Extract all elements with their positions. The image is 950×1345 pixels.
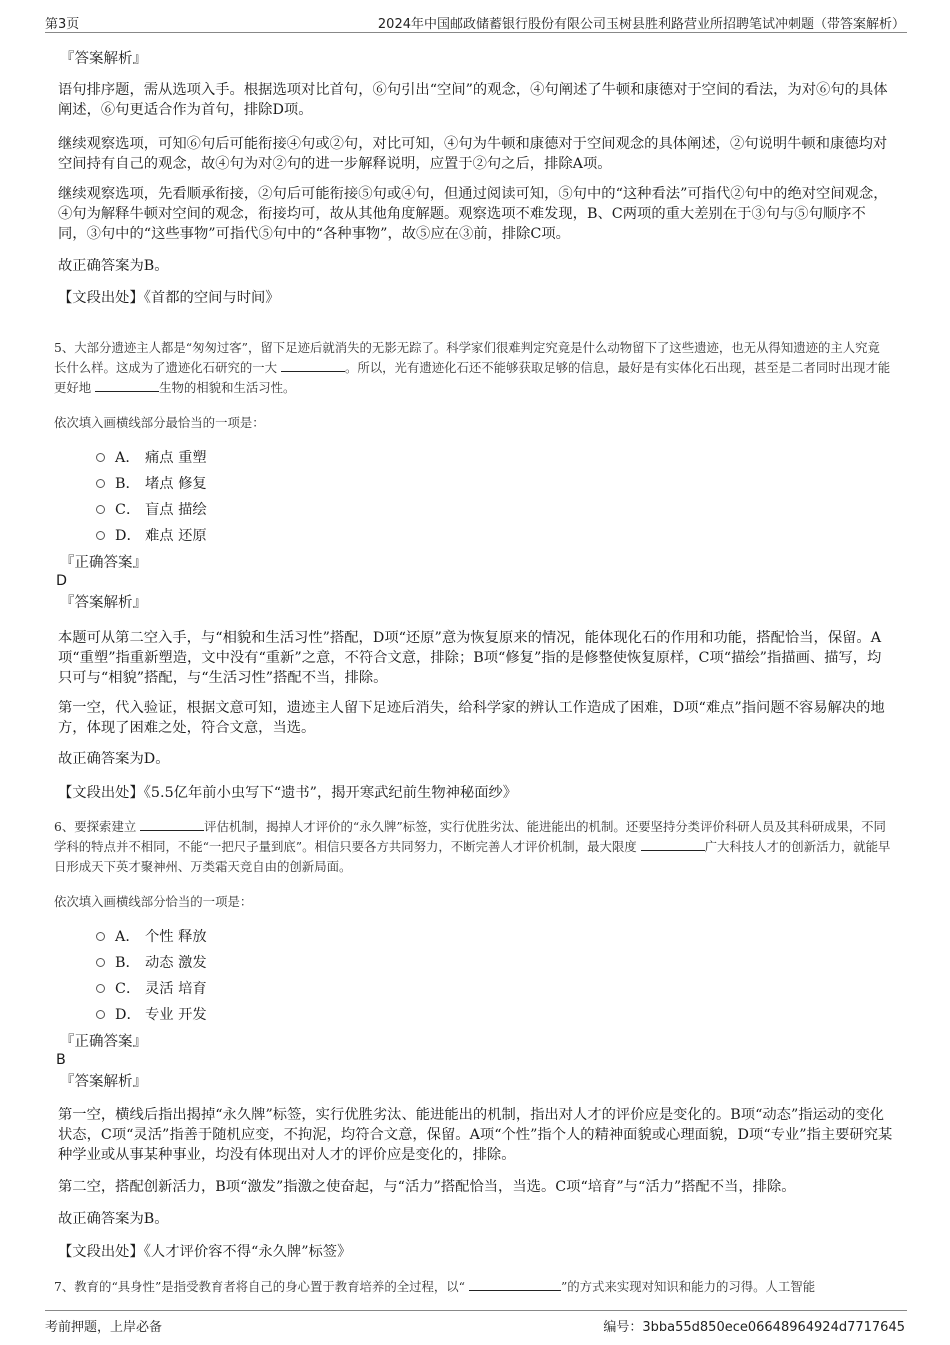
radio-icon[interactable] [96,1010,105,1019]
q5-analysis-label: 『答案解析』 [60,595,147,611]
page-footer [45,1310,907,1335]
q5-analysis-p2: 第一空，代入验证，根据文意可知，遗迹主人留下足迹后消失，给科学家的辨认工作造成了困难，D项“难点”指问题不容易解决的地方，体现了困难之处，符合文意，当选。 [58,700,885,736]
option-text: 盲点 描绘 [145,502,207,518]
q6-answer-line: 故正确答案为B。 [58,1211,169,1227]
q4-analysis-label: 『答案解析』 [60,51,147,67]
q6-blank-2 [641,839,705,851]
q5-option-c[interactable] [96,496,207,522]
document-id: 编号：3bba55d850ece06648964924d7717645 [603,1320,905,1335]
q5-text-c: 生物的相貌和生活习性。 [159,380,296,395]
q6-correct-label: 『正确答案』 [60,1034,147,1050]
document-title: 2024年中国邮政储蓄银行股份有限公司玉树县胜利路营业所招聘笔试冲刺题（带答案解析） [377,17,905,32]
q6-ask: 依次填入画横线部分恰当的一项是： [54,894,253,909]
q5-option-b[interactable] [96,470,207,496]
q5-blank-1 [281,360,345,372]
page-header [45,10,907,33]
radio-icon[interactable] [96,932,105,941]
option-text: 灵活 培育 [145,981,207,997]
option-text: 难点 还原 [145,528,207,544]
q5-correct-answer: D [56,573,68,589]
q6-analysis-p1: 第一空，横线后指出揭掉“永久牌”标签，实行优胜劣汰、能进能出的机制，指出对人才的评价应是变化的。B项“动态”指运动的变化状态，C项“灵活”指善于随机应变，不拘泥，均符合文意，保留。A项“个性”指个人的精神面貌或心理面貌，D项“专业”指主要研究某种学业或从事某种事业，均没有体现出对人才的评价应是变化的，排除。 [58,1107,893,1163]
q6-blank-1 [140,819,204,831]
q4-answer-line: 故正确答案为B。 [58,258,169,274]
q5-text-b: 。所以，光有遗迹化石还不能够获取足够的信息，最好是有实体化石出现，甚至是二者同时出现才能更好地 [54,360,891,395]
page-number: 第3页 [45,17,80,32]
q5-answer-line: 故正确答案为D。 [58,751,170,767]
q6-text-a: 6、要探索建立 [54,819,141,834]
option-text: 专业 开发 [145,1007,207,1023]
q5-option-a[interactable] [96,444,207,470]
q7-text-a: 7、教育的“具身性”是指受教育者将自己的身心置于教育培养的全过程，以“ [54,1279,469,1294]
q6-option-b[interactable] [96,949,207,975]
radio-icon[interactable] [96,505,105,514]
option-key: D． [115,528,141,544]
option-key: A． [115,929,140,945]
option-text: 动态 激发 [145,955,207,971]
q7-blank-1 [469,1279,561,1291]
q7-text-b: ”的方式来实现对知识和能力的习得。人工智能 [560,1279,816,1294]
footer-slogan: 考前押题，上岸必备 [45,1320,163,1335]
q6-stem [54,817,892,877]
option-key: A． [115,450,140,466]
q6-option-d[interactable] [96,1001,207,1027]
q5-option-d[interactable] [96,522,207,548]
q5-options [96,444,207,548]
radio-icon[interactable] [96,984,105,993]
q6-analysis-p2: 第二空，搭配创新活力，B项“激发”指激之使奋起，与“活力”搭配恰当，当选。C项“培育”与“活力”搭配不当，排除。 [58,1179,796,1195]
q6-text-b: 评估机制，揭掉人才评价的“永久牌”标签，实行优胜劣汰、能进能出的机制。还要坚持分类评价科研人员及其科研成果，不同学科的特点并不相同，不能“一把尺子量到底”。相信只要各方共同努力，不断完善人才评价机制，最大限度 [54,819,886,854]
q6-option-c[interactable] [96,975,207,1001]
q5-analysis-p1: 本题可从第二空入手，与“相貌和生活习性”搭配，D项“还原”意为恢复原来的情况，能体现化石的作用和功能，搭配恰当，保留。A项“重塑”指重新塑造，文中没有“重新”之意，不符合文意，排除；B项“修复”指的是修整使恢复原样，C项“描绘”指描画、描写，均只可与“相貌”搭配，与“生活习性”搭配不当，排除。 [58,630,882,686]
option-text: 个性 释放 [145,929,207,945]
radio-icon[interactable] [96,958,105,967]
q5-text-a: 5、大部分遗迹主人都是“匆匆过客”，留下足迹后就消失的无影无踪了。科学家们很难判定究竟是什么动物留下了这些遗迹，也无从得知遗迹的主人究竟长什么样。这成为了遗迹化石研究的一大 [54,340,880,375]
q5-blank-2 [95,380,159,392]
option-key: B． [115,955,140,971]
option-key: C． [115,502,141,518]
option-text: 痛点 重塑 [145,450,207,466]
option-key: B． [115,476,140,492]
q6-text-c: 广大科技人才的创新活力，就能早日形成天下英才聚神州、万类霜天竞自由的创新局面。 [54,839,891,874]
q4-analysis-p3: 继续观察选项，先看顺承衔接，②句后可能衔接⑤句或④句，但通过阅读可知，⑤句中的“这种看法”可指代②句中的绝对空间观念，④句为解释牛顿对空间的观念，衔接均可，故从其他角度解题。观察选项不难发现，B、C两项的重大差别在于③句与⑤句顺序不同，③句中的“这些事物”可指代⑤句中的“各种事物”，故⑤应在③前，排除C项。 [58,186,888,242]
option-key: C． [115,981,141,997]
q6-correct-answer: B [56,1052,66,1068]
q5-source: 【文段出处】《5.5亿年前小虫写下“遗书”，揭开寒武纪前生物神秘面纱》 [58,785,518,801]
q6-source: 【文段出处】《人才评价容不得“永久牌”标签》 [58,1244,352,1260]
radio-icon[interactable] [96,479,105,488]
radio-icon[interactable] [96,453,105,462]
q6-options [96,923,207,1027]
q5-correct-label: 『正确答案』 [60,555,147,571]
q6-analysis-label: 『答案解析』 [60,1074,147,1090]
radio-icon[interactable] [96,531,105,540]
option-text: 堵点 修复 [145,476,207,492]
q7-stem [54,1277,892,1297]
q4-analysis-p1: 语句排序题，需从选项入手。根据选项对比首句，⑥句引出“空间”的观念，④句阐述了牛顿和康德对于空间的看法，为对⑥句的具体阐述，⑥句更适合作为首句，排除D项。 [58,82,888,118]
option-key: D． [115,1007,141,1023]
q6-option-a[interactable] [96,923,207,949]
q4-analysis-p2: 继续观察选项，可知⑥句后可能衔接④句或②句，对比可知，④句为牛顿和康德对于空间观念的具体阐述，②句说明牛顿和康德均对空间持有自己的观念，故④句为对②句的进一步解释说明，应置于②句之后，排除A项。 [58,136,888,172]
q5-stem [54,338,892,398]
q4-source: 【文段出处】《首都的空间与时间》 [58,290,280,306]
q5-ask: 依次填入画横线部分最恰当的一项是： [54,415,265,430]
